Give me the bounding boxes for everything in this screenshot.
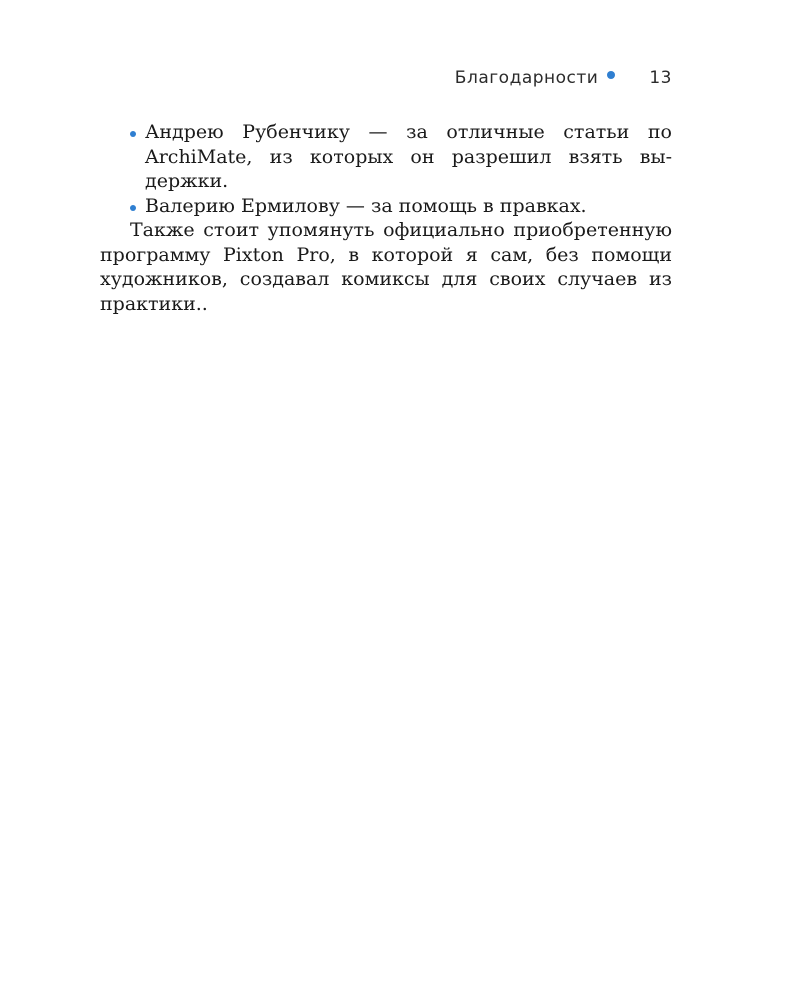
section-title: Благодарности [454,68,599,88]
header-dot-icon [607,71,615,79]
running-header [100,68,672,88]
body-paragraph: Также стоит упомянуть официально приобретенную программу Pixton Pro, в которой я сам, без помощи художников, создавал комиксы для своих случаев из практики.. [100,219,672,315]
list-item-text: Валерию Ермилову — за помощь в правках. [145,194,587,217]
bullet-dot-icon [130,205,136,211]
bullet-list [100,120,672,218]
list-item-text: Андрею Рубенчику — за отличные статьи по ArchiMate, из которых он разрешил взять выдержки. [145,121,672,192]
bullet-dot-icon [130,131,136,137]
list-item [100,120,672,194]
list-item [100,194,672,219]
page-body [100,120,672,316]
page-number: 13 [649,68,672,88]
